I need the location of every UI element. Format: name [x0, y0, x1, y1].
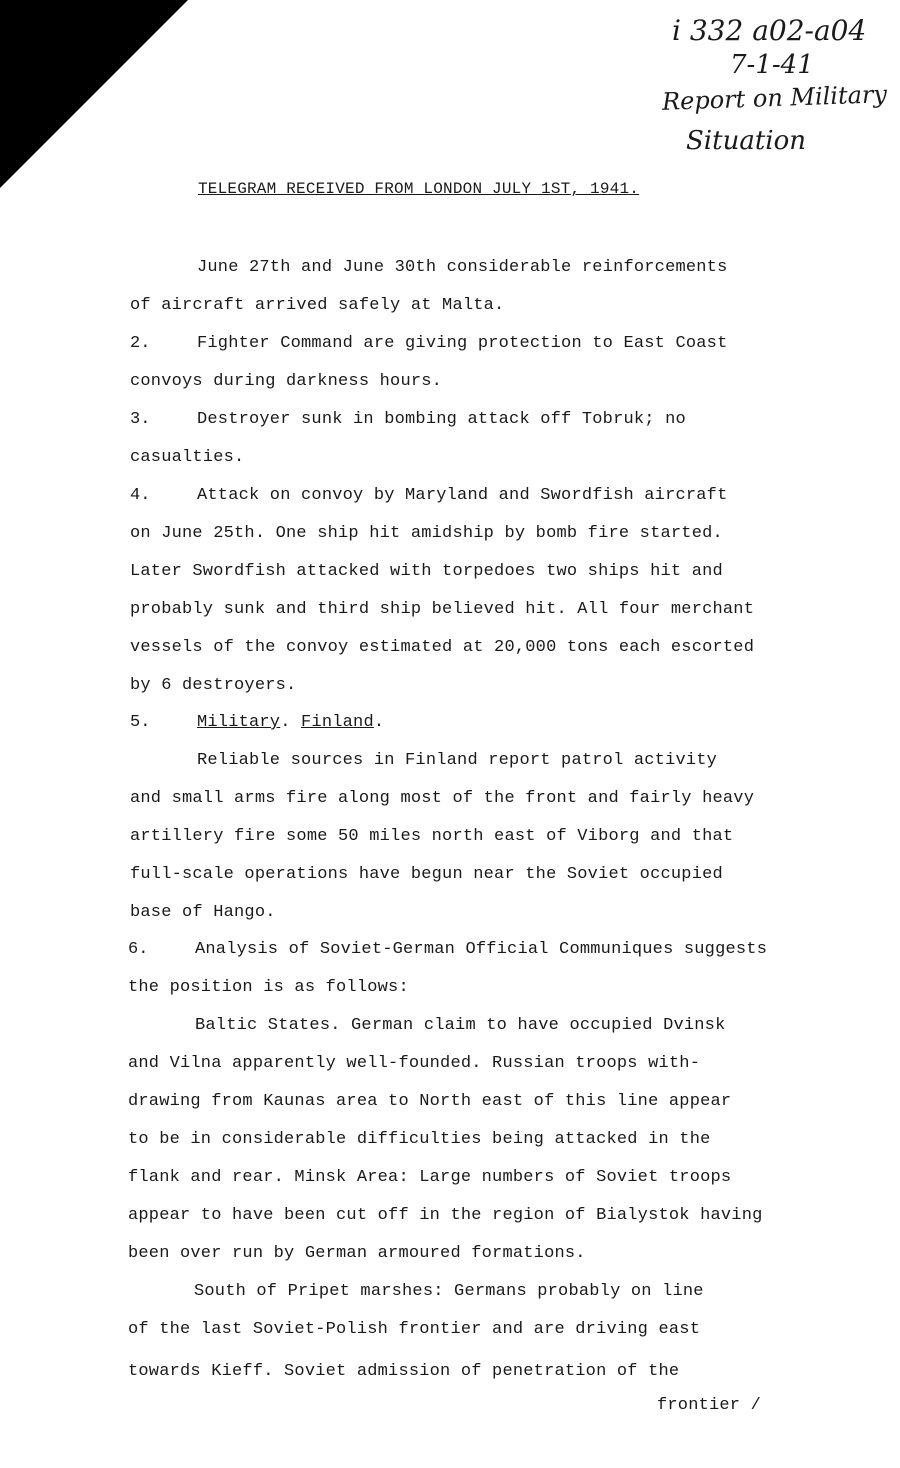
heading-military: Military [197, 713, 281, 732]
para3-line2: casualties. [130, 448, 245, 467]
handwritten-reference: i 332 a02-a04 [672, 14, 867, 47]
para6-sub1-line6: appear to have been cut off in the region of Bialystok having [128, 1206, 763, 1225]
para1-line1: June 27th and June 30th considerable reinforcements [197, 258, 728, 277]
para2-line1: Fighter Command are giving protection to East Coast [197, 334, 728, 353]
para2-number: 2. [130, 334, 151, 353]
document-title: TELEGRAM RECEIVED FROM LONDON JULY 1ST, 1941. [198, 180, 640, 198]
para6-sub2-line3: towards Kieff. Soviet admission of penetration of the [128, 1362, 680, 1381]
para4-line6: by 6 destroyers. [130, 676, 297, 695]
para6-sub1-line3: drawing from Kaunas area to North east of this line appear [128, 1092, 732, 1111]
catchword: frontier / [657, 1396, 762, 1415]
para4-number: 4. [130, 486, 151, 505]
handwritten-date: 7-1-41 [730, 50, 814, 80]
para4-line4: probably sunk and third ship believed hit. All four merchant [130, 600, 755, 619]
para5-line3: artillery fire some 50 miles north east of Viborg and that [130, 827, 734, 846]
para5-line5: base of Hango. [130, 903, 276, 922]
para5-heading [197, 713, 384, 732]
handwritten-note-line-1: Report on Military [661, 80, 888, 116]
para5-number: 5. [130, 713, 151, 732]
para4-line5: vessels of the convoy estimated at 20,000 tons each escorted [130, 638, 755, 657]
heading-end: . [373, 713, 385, 732]
para6-sub2-line2: of the last Soviet-Polish frontier and are driving east [128, 1320, 701, 1339]
para6-sub1-line2: and Vilna apparently well-founded. Russian troops with- [128, 1054, 701, 1073]
para3-line1: Destroyer sunk in bombing attack off Tobruk; no [197, 410, 686, 429]
para6-sub1-line5: flank and rear. Minsk Area: Large numbers of Soviet troops [128, 1168, 732, 1187]
para4-line2: on June 25th. One ship hit amidship by bomb fire started. [130, 524, 723, 543]
para4-line3: Later Swordfish attacked with torpedoes two ships hit and [130, 562, 723, 581]
para3-number: 3. [130, 410, 151, 429]
para6-sub1-line7: been over run by German armoured formations. [128, 1244, 586, 1263]
para1-line2: of aircraft arrived safely at Malta. [130, 296, 505, 315]
para5-line1: Reliable sources in Finland report patrol activity [197, 751, 718, 770]
handwritten-note-line-2: Situation [686, 126, 806, 156]
para6-sub2-line1: South of Pripet marshes: Germans probably on line [194, 1282, 704, 1301]
para6-sub1-line4: to be in considerable difficulties being attacked in the [128, 1130, 711, 1149]
para5-line4: full-scale operations have begun near the Soviet occupied [130, 865, 723, 884]
page-corner-fold [0, 0, 188, 188]
para6-line2: the position is as follows: [128, 978, 409, 997]
para4-line1: Attack on convoy by Maryland and Swordfish aircraft [197, 486, 728, 505]
para6-line1: Analysis of Soviet-German Official Communiques suggests [195, 940, 768, 959]
para5-line2: and small arms fire along most of the front and fairly heavy [130, 789, 755, 808]
para2-line2: convoys during darkness hours. [130, 372, 443, 391]
heading-finland: Finland [301, 713, 374, 732]
para6-sub1-line1: Baltic States. German claim to have occupied Dvinsk [195, 1016, 726, 1035]
heading-separator: . [280, 713, 291, 732]
para6-number: 6. [128, 940, 149, 959]
